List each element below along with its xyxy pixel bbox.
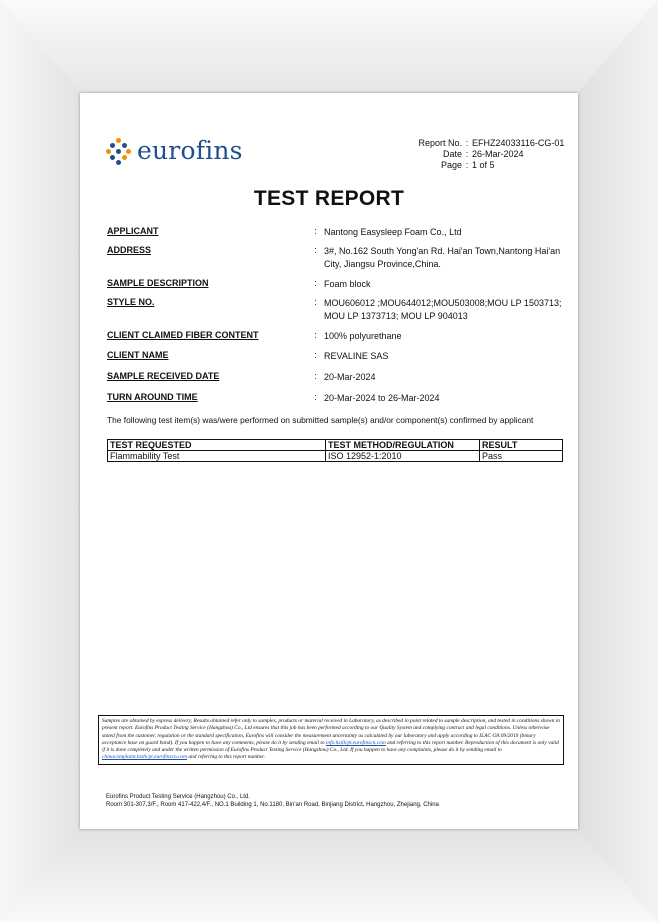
date-row: Date : 26-Mar-2024 [416,149,564,160]
frame-bevel-bottom [0,829,658,922]
eurofins-dots-icon [106,138,132,164]
frame-bevel-top [0,0,658,93]
page-row: Page : 1 of 5 [416,160,564,171]
date-label: Date [442,149,462,159]
disclaimer-box: Samples are obtained by express delivery, Results obtained refer only to samples, products or material received in Laboratory, as described in point related to sample description, and tested in conditions shown in present report. Eurofins Product Testing Service (Hangzhou) Co., Ltd ensures that this job has been performed according to our Quality System and complying contract and legal conditions. Unless otherwise stated from the customer, regulation or the standard specification, Eurofins will consider the measurement uncertainty as calculated by our laboratory and apply according to ILAC G8:09/2019 (binary acceptance base on guard band). If you happen to have any comments, please do it by sending email to info.hzillcpt.eurofinscn.com and referring to this report number. Reproduction of this document is only valid if it is done completely and under the written permission of Eurofins Product Testing Service (Hangzhou) Co., Ltd. If you happen to have any complaints, please do it by sending email to chinacomplaint.hzillcpt.eurofinscn.com and referring to this report number. [98,715,564,765]
table-row [108,451,563,462]
header-test-method: TEST METHOD/REGULATION [326,440,480,451]
report-no-row: Report No. : EFHZ24033116-CG-01 [416,138,564,149]
header-test-requested: TEST REQUESTED [108,440,326,451]
header-result: RESULT [480,440,563,451]
complaint-email-link[interactable]: chinacomplaint.hzillcpt.eurofinscn.com [102,754,187,761]
cell-result: Pass [480,451,563,462]
field-client-name: CLIENT NAME : REVALINE SAS [107,350,389,361]
cell-method: ISO 12952-1:2010 [326,451,480,462]
field-fiber-content: CLIENT CLAIMED FIBER CONTENT : 100% polyurethane [107,330,402,341]
logo-text: eurofins [137,136,243,165]
footer-address [106,793,439,809]
frame-bevel-right [578,0,658,922]
date-value: 26-Mar-2024 [472,149,524,159]
field-applicant: APPLICANT : Nantong Easysleep Foam Co., Ltd [107,226,462,237]
test-results-table [107,439,563,462]
report-title: TEST REPORT [253,187,405,210]
page-value: 1 of 5 [472,160,495,170]
footer-address-line: Room 301-307,3/F., Room 417-422,4/F., NO.1 Building 1, No.1180, Bin'an Road, Binjiang District, Hangzhou, Zhejiang, China [106,802,439,808]
table-header-row [108,440,563,451]
cell-test: Flammability Test [108,451,326,462]
page-label: Page [440,160,462,170]
applicant-fields [107,226,575,411]
field-turnaround: TURN AROUND TIME : 20-Mar-2024 to 26-Mar-2024 [107,392,440,403]
report-no-label: Report No. [418,138,462,148]
eurofins-logo [106,136,243,165]
report-no-value: EFHZ24033116-CG-01 [472,138,565,148]
info-email-link[interactable]: info.hzillcpt.eurofinscn.com [325,739,386,746]
footer-company: Eurofins Product Testing Service (Hangzhou) Co., Ltd. [106,794,250,800]
field-sample-description: SAMPLE DESCRIPTION : Foam block [107,278,371,289]
frame-bevel-left [0,0,80,922]
field-style-no: STYLE NO. : MOU606012 ;MOU644012;MOU503008;MOU LP 1503713; MOU LP 1373713; MOU LP 904013 [107,297,562,321]
field-address: ADDRESS : 3#, No.162 South Yong'an Rd. Hai'an Town,Nantong Hai'an City, Jiangsu Province,China. [107,245,561,269]
report-meta [416,138,564,171]
field-received-date: SAMPLE RECEIVED DATE : 20-Mar-2024 [107,371,376,382]
intro-text: The following test item(s) was/were performed on submitted sample(s) and/or component(s) confirmed by applicant [107,415,534,425]
report-page [80,93,578,829]
